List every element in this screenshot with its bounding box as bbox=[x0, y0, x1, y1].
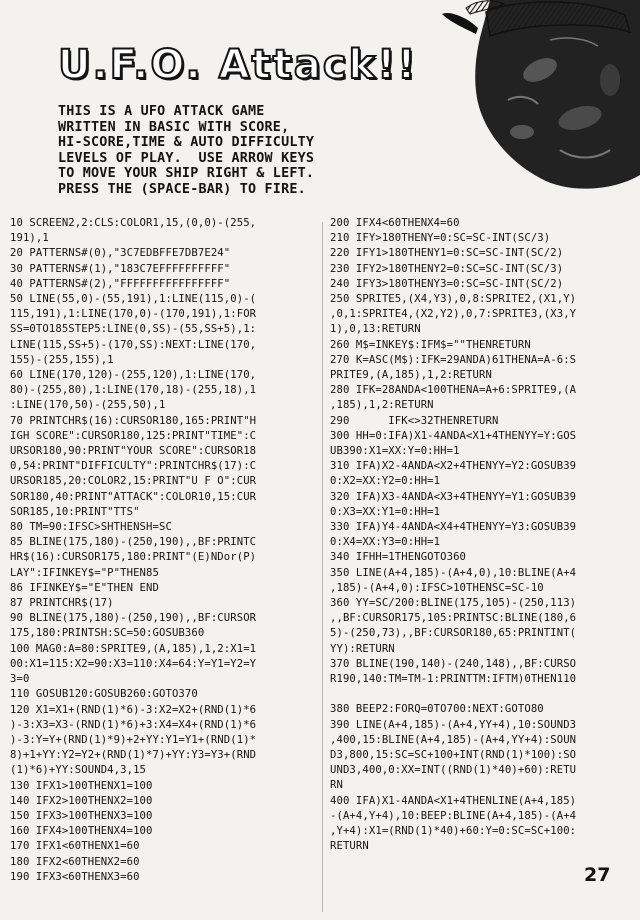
code-line: D3,800,15:SC=SC+100+INT(RND(1)*100):SO bbox=[330, 748, 577, 761]
code-line: 120 X1=X1+(RND(1)*6)-3:X2=X2+(RND(1)*6 bbox=[10, 703, 257, 716]
code-line: 3=0 bbox=[10, 673, 30, 686]
code-line: ,,BF:CURSOR175,105:PRINTSC:BLINE(180,6 bbox=[330, 612, 577, 625]
code-line: 200 IFX4<60THENX4=60 bbox=[330, 217, 460, 229]
code-line: 160 IFX4>100THENX4=100 bbox=[10, 825, 153, 838]
code-line: PRITE9,(A,185),1,2:RETURN bbox=[330, 369, 492, 382]
code-line: ,185),1,2:RETURN bbox=[330, 399, 434, 412]
code-line: 360 YY=SC/200:BLINE(175,105)-(250,113) bbox=[330, 597, 577, 610]
intro-line: TO MOVE YOUR SHIP RIGHT & LEFT. bbox=[58, 166, 315, 182]
code-line: 190 IFX3<60THENX3=60 bbox=[10, 870, 140, 883]
code-line: 110 GOSUB120:GOSUB260:GOTO370 bbox=[10, 688, 198, 701]
code-line: 70 PRINTCHR$(16):CURSOR180,165:PRINT"H bbox=[10, 414, 257, 427]
code-line: 390 LINE(A+4,185)-(A+4,YY+4),10:SOUND3 bbox=[330, 718, 577, 731]
code-line: SOR180,40:PRINT"ATTACK":COLOR10,15:CUR bbox=[10, 490, 257, 503]
code-line: )-3:Y=Y+(RND(1)*9)+2+YY:Y1=Y1+(RND(1)* bbox=[10, 733, 257, 746]
code-line: 175,180:PRINTSH:SC=50:GOSUB360 bbox=[10, 627, 205, 640]
code-line: 350 LINE(A+4,185)-(A+4,0),10:BLINE(A+4 bbox=[330, 566, 577, 579]
code-line: 0:X3=XX:Y1=0:HH=1 bbox=[330, 505, 441, 518]
code-line: 230 IFY2>180THENY2=0:SC=SC-INT(SC/3) bbox=[330, 262, 564, 275]
code-line: LINE(115,SS+5)-(170,SS):NEXT:LINE(170, bbox=[10, 338, 257, 351]
code-line: 86 IFINKEY$="E"THEN END bbox=[10, 581, 159, 594]
code-line: 0:X2=XX:Y2=0:HH=1 bbox=[330, 475, 441, 488]
code-line: 220 IFY1>180THENY1=0:SC=SC-INT(SC/2) bbox=[330, 247, 564, 260]
code-line: 280 IFK=28ANDA<100THENA=A+6:SPRITE9,(A bbox=[330, 384, 577, 397]
code-line: 150 IFX3>100THENX3=100 bbox=[10, 809, 153, 822]
code-line: 80 TM=90:IFSC>SHTHENSH=SC bbox=[10, 521, 172, 534]
code-line: 290 IFK<>32THENRETURN bbox=[330, 414, 499, 427]
intro-line: HI-SCORE,TIME & AUTO DIFFICULTY bbox=[58, 135, 315, 151]
code-line: 60 LINE(170,120)-(255,120),1:LINE(170, bbox=[10, 369, 257, 382]
code-line: 0:X4=XX:Y3=0:HH=1 bbox=[330, 536, 441, 549]
code-line: 10 SCREEN2,2:CLS:COLOR1,15,(0,0)-(255, bbox=[10, 217, 257, 229]
code-line: 30 PATTERNS#(1),"183C7EFFFFFFFFFF" bbox=[10, 262, 231, 275]
code-line: ,185)-(A+4,0):IFSC>10THENSC=SC-10 bbox=[330, 581, 544, 594]
intro-line: WRITTEN IN BASIC WITH SCORE, bbox=[58, 119, 290, 135]
code-line: 180 IFX2<60THENX2=60 bbox=[10, 855, 140, 868]
page-title: U.F.O. Attack!! bbox=[58, 42, 418, 88]
code-line: 20 PATTERNS#(0),"3C7EDBFFE7DB7E24" bbox=[10, 247, 231, 260]
code-line: 1),0,13:RETURN bbox=[330, 323, 421, 336]
code-line: 5)-(250,73),,BF:CURSOR180,65:PRINTINT( bbox=[330, 627, 577, 640]
code-line: 340 IFHH=1THENGOTO360 bbox=[330, 551, 467, 564]
code-line: ,0,1:SPRITE4,(X2,Y2),0,7:SPRITE3,(X3,Y bbox=[330, 308, 577, 321]
code-line: IGH SCORE":CURSOR180,125:PRINT"TIME":C bbox=[10, 429, 257, 442]
code-line: 00:X1=115:X2=90:X3=110:X4=64:Y=Y1=Y2=Y bbox=[10, 657, 257, 670]
code-line: 300 HH=0:IFA)X1-4ANDA<X1+4THENYY=Y:GOS bbox=[330, 429, 577, 442]
code-line: ,400,15:BLINE(A+4,185)-(A+4,YY+4):SOUN bbox=[330, 733, 577, 746]
code-line: 115,191),1:LINE(170,0)-(170,191),1:FOR bbox=[10, 308, 257, 321]
code-line: 40 PATTERNS#(2),"FFFFFFFFFFFFFFFF" bbox=[10, 277, 231, 290]
code-line: 80)-(255,80),1:LINE(170,18)-(255,18),1 bbox=[10, 384, 257, 397]
code-line: )-3:X3=X3-(RND(1)*6)+3:X4=X4+(RND(1)*6 bbox=[10, 718, 257, 731]
code-line: 370 BLINE(190,140)-(240,148),,BF:CURSO bbox=[330, 657, 577, 670]
code-line: 240 IFY3>180THENY3=0:SC=SC-INT(SC/2) bbox=[330, 277, 564, 290]
code-line: SS=0TO185STEP5:LINE(0,SS)-(55,SS+5),1: bbox=[10, 323, 257, 336]
code-line: UB390:X1=XX:Y=0:HH=1 bbox=[330, 445, 460, 458]
code-line: R190,140:TM=TM-1:PRINTTM:IFTM)0THEN110 bbox=[330, 673, 577, 686]
code-line: 0,54:PRINT"DIFFICULTY":PRINTCHR$(17):C bbox=[10, 460, 257, 473]
code-line: 210 IFY>180THENY=0:SC=SC-INT(SC/3) bbox=[330, 232, 551, 245]
code-line: (1)*6)+YY:SOUND4,3,15 bbox=[10, 764, 147, 777]
code-line: 130 IFX1>100THENX1=100 bbox=[10, 779, 153, 792]
code-line: 90 BLINE(175,180)-(250,190),,BF:CURSOR bbox=[10, 612, 257, 625]
code-line: 140 IFX2>100THENX2=100 bbox=[10, 794, 153, 807]
intro-line: THIS IS A UFO ATTACK GAME bbox=[58, 104, 265, 119]
code-line: 191),1 bbox=[10, 232, 49, 245]
code-line: URSOR180,90:PRINT"YOUR SCORE":CURSOR18 bbox=[10, 445, 257, 458]
code-line: 310 IFA)X2-4ANDA<X2+4THENYY=Y2:GOSUB39 bbox=[330, 460, 577, 473]
code-line: LAY":IFINKEY$="P"THEN85 bbox=[10, 566, 159, 579]
code-line: :LINE(170,50)-(255,50),1 bbox=[10, 399, 166, 412]
code-line: 330 IFA)Y4-4ANDA<X4+4THENYY=Y3:GOSUB39 bbox=[330, 521, 577, 534]
code-line: YY):RETURN bbox=[330, 642, 395, 655]
code-line: 100 MAG0:A=80:SPRITE9,(A,185),1,2:X1=1 bbox=[10, 642, 257, 655]
page-number: 27 bbox=[584, 864, 611, 886]
code-line: 85 BLINE(175,180)-(250,190),,BF:PRINTC bbox=[10, 536, 257, 549]
code-line: SOR185,10:PRINT"TTS" bbox=[10, 505, 140, 518]
code-listing-left bbox=[10, 216, 328, 885]
code-line: 260 M$=INKEY$:IFM$=""THENRETURN bbox=[330, 338, 531, 351]
code-line: 8)+1+YY:Y2=Y2+(RND(1)*7)+YY:Y3=Y3+(RND bbox=[10, 749, 257, 762]
code-line: 250 SPRITE5,(X4,Y3),0,8:SPRITE2,(X1,Y) bbox=[330, 293, 577, 306]
column-divider bbox=[322, 222, 323, 912]
code-line: 400 IFA)X1-4ANDA<X1+4THENLINE(A+4,185) bbox=[330, 794, 577, 807]
code-line: UND3,400,0:XX=INT((RND(1)*40)+60):RETU bbox=[330, 764, 577, 777]
intro-line: LEVELS OF PLAY. USE ARROW KEYS bbox=[58, 150, 315, 166]
code-line: RETURN bbox=[330, 840, 369, 853]
intro-line: PRESS THE (SPACE-BAR) TO FIRE. bbox=[58, 181, 306, 197]
code-line: 87 PRINTCHR$(17) bbox=[10, 597, 114, 610]
code-line: -(A+4,Y+4),10:BEEP:BLINE(A+4,185)-(A+4 bbox=[330, 809, 577, 822]
code-line: 170 IFX1<60THENX1=60 bbox=[10, 840, 140, 853]
code-listing-right bbox=[330, 216, 630, 854]
code-line: ,Y+4):X1=(RND(1)*40)+60:Y=0:SC=SC+100: bbox=[330, 824, 577, 837]
code-line bbox=[330, 687, 630, 702]
code-line: URSOR185,20:COLOR2,15:PRINT"U F O":CUR bbox=[10, 475, 257, 488]
code-line: 50 LINE(55,0)-(55,191),1:LINE(115,0)-( bbox=[10, 293, 257, 306]
code-line: RN bbox=[330, 779, 343, 792]
code-line: 320 IFA)X3-4ANDA<X3+4THENYY=Y1:GOSUB39 bbox=[330, 490, 577, 503]
code-line: HR$(16):CURSOR175,180:PRINT"(E)NDor(P) bbox=[10, 551, 257, 564]
code-line: 155)-(255,155),1 bbox=[10, 353, 114, 366]
intro-text bbox=[58, 104, 478, 198]
code-line: 380 BEEP2:FORQ=0TO700:NEXT:GOTO80 bbox=[330, 703, 544, 716]
code-line: 270 K=ASC(M$):IFK=29ANDA)61THENA=A-6:S bbox=[330, 353, 577, 366]
